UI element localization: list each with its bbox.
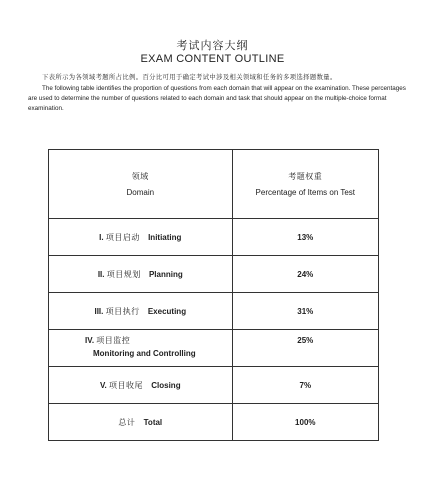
total-percent-cell: 100% (232, 404, 378, 441)
percent-cell: 24% (232, 256, 378, 293)
table-total-row (49, 404, 379, 441)
domain-chinese: 项目规划 (106, 269, 141, 279)
domain-english: Initiating (148, 232, 182, 242)
percent-cell: 31% (232, 293, 378, 330)
header-percent-chinese: 考题权重 (288, 172, 323, 181)
percent-cell: 7% (232, 367, 378, 404)
intro-english: The following table identifies the proportion of questions from each domain that will appear on the examination. These percentages are used to determine the number of questions related to each domain and task that should appear on the multiple-choice format examination. (28, 85, 406, 112)
title-english: EXAM CONTENT OUTLINE (140, 53, 285, 65)
table-header-row (49, 150, 379, 219)
intro-chinese: 下表所示为各领域考题所占比例。百分比可用于确定考试中涉及相关领域和任务的多项选择题数量。 (42, 74, 337, 81)
total-label-cell (49, 404, 233, 441)
intro-paragraph (28, 73, 412, 114)
domain-chinese: 项目启动 (105, 232, 140, 242)
domain-number: IV. (85, 335, 95, 345)
domain-number: I. (99, 232, 104, 242)
header-domain-chinese: 领域 (131, 172, 149, 181)
exam-outline-table (48, 149, 379, 441)
total-chinese: 总计 (118, 417, 136, 427)
domain-chinese: 项目执行 (105, 306, 140, 316)
table-row (49, 219, 379, 256)
domain-chinese: 项目收尾 (109, 380, 144, 390)
percent-value: 25% (297, 335, 314, 345)
domain-number: V. (99, 380, 107, 390)
domain-number: III. (94, 306, 104, 316)
domain-cell (49, 330, 233, 367)
total-english: Total (143, 417, 163, 427)
header-percent-cell (232, 150, 378, 219)
domain-chinese: 项目监控 (96, 335, 131, 345)
domain-cell (49, 367, 233, 404)
title-chinese: 考试内容大纲 (176, 39, 249, 52)
domain-cell (49, 219, 233, 256)
header-domain-english: Domain (126, 188, 155, 197)
table-row (49, 293, 379, 330)
table-row (49, 367, 379, 404)
header-percent-english: Percentage of Items on Test (255, 188, 356, 197)
domain-cell (49, 293, 233, 330)
table-row (49, 330, 379, 367)
header-domain-cell (49, 150, 233, 219)
domain-english: Closing (151, 380, 181, 390)
domain-english: Monitoring and Controlling (93, 348, 196, 358)
percent-cell: 13% (232, 219, 378, 256)
domain-english: Planning (148, 269, 183, 279)
table-row (49, 256, 379, 293)
domain-english: Executing (147, 306, 187, 316)
domain-number: II. (97, 269, 105, 279)
domain-cell (49, 256, 233, 293)
percent-cell (232, 330, 378, 367)
